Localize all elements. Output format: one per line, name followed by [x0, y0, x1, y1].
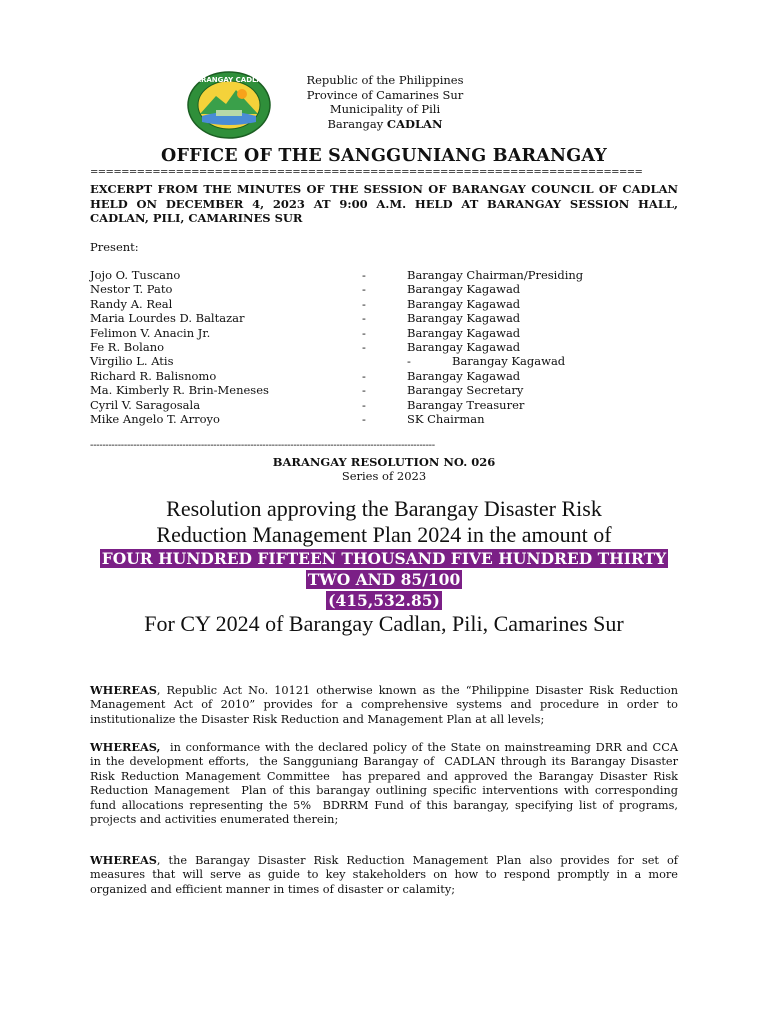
resolution-series: Series of 2023: [341, 469, 427, 483]
attendance-row: [90, 297, 650, 311]
member-dash: -: [362, 296, 366, 311]
attendance-row: [90, 282, 650, 296]
whereas-clause: [90, 683, 678, 727]
attendance-row: [90, 311, 650, 325]
resolution-title: [80, 496, 688, 637]
member-name: Virgilio L. Atis: [90, 354, 174, 369]
member-name: Jojo O. Tuscano: [90, 268, 181, 282]
member-position: Barangay Chairman/Presiding: [407, 268, 584, 282]
minutes-excerpt-heading: EXCERPT FROM THE MINUTES OF THE SESSION OF BARANGAY COUNCIL OF CADLAN HELD ON DECEMBER 4, 2023 AT 9:00 A.M. HELD AT BARANGAY SESSION HALL, CADLAN, PILI, CAMARINES SUR: [90, 182, 678, 225]
attendance-row: [90, 326, 650, 340]
member-position: Barangay Secretary: [407, 383, 524, 398]
member-dash: -: [362, 411, 366, 426]
member-name: Cyril V. Saragosala: [90, 397, 201, 412]
seal-text: BARANGAY CADLAN: [190, 76, 268, 84]
attendance-row: [90, 383, 650, 397]
member-dash: -: [362, 325, 366, 340]
member-dash: -: [362, 268, 366, 282]
member-dash: -: [362, 339, 366, 354]
member-dash: -: [362, 383, 366, 398]
letterhead-municipality: Municipality of Pili: [329, 102, 441, 116]
member-dash: -: [362, 282, 366, 297]
amount-in-words: FOUR HUNDRED FIFTEEN THOUSAND FIVE HUNDRED THIRTY TWO AND 85/100: [101, 549, 667, 589]
member-position: Barangay Treasurer: [407, 397, 525, 412]
amount-figure: (415,532.85): [328, 591, 440, 610]
member-dash: -: [362, 368, 366, 383]
whereas-text: , Republic Act No. 10121 otherwise known as the “Philippine Disaster Risk Reduction Management Act of 2010” provides for a comprehensive systems and procedure in order to institutionalize the Disaster Risk Reduction and Management Plan at all levels;: [90, 684, 678, 726]
member-dash: -: [362, 311, 366, 326]
member-name: Mike Angelo T. Arroyo: [90, 411, 220, 426]
member-position: Barangay Kagawad: [407, 325, 521, 340]
attendance-row: [90, 412, 650, 426]
whereas-label: WHEREAS: [90, 683, 157, 697]
member-name: Maria Lourdes D. Baltazar: [90, 311, 245, 326]
member-name: Richard R. Balisnomo: [90, 368, 217, 383]
member-name: Felimon V. Anacin Jr.: [90, 325, 211, 340]
barangay-seal-logo: [186, 70, 272, 140]
letterhead-province: Province of Camarines Sur: [306, 87, 464, 102]
dash-separator: ----------------------------------------------------------------------------------------------------------------: [90, 440, 435, 451]
member-dash: -: [407, 354, 411, 369]
amount-in-words-block: [80, 548, 688, 590]
whereas-clause: [90, 740, 686, 827]
attendance-row: [90, 268, 650, 282]
member-name: Fe R. Bolano: [90, 339, 165, 354]
member-position: SK Chairman: [407, 411, 485, 426]
member-position: Barangay Kagawad: [407, 311, 521, 326]
resolution-title-end: For CY 2024 of Barangay Cadlan, Pili, Camarines Sur: [144, 611, 624, 636]
whereas-text: in conformance with the declared policy of the State on mainstreaming DRR and CCA in the development efforts, the Sangguniang Barangay of CADLAN through its Barangay Disaster Risk Reduction Management Committee has prepared and approved the Barangay Disaster Risk Reduction Management Plan of this barangay outlining specific interventions with corresponding fund allocations representing the 5% BDRRM Fund of this barangay, specifying list of programs, projects and activities enumerated therein;: [90, 741, 686, 827]
attendance-row: [90, 398, 650, 412]
resolution-title-line: Reduction Management Plan 2024 in the amount of: [156, 522, 612, 547]
attendance-row: [90, 340, 650, 354]
whereas-label: WHEREAS: [90, 853, 157, 867]
member-name: Ma. Kimberly R. Brin-Meneses: [90, 383, 269, 398]
amount-figure-block: [80, 590, 688, 611]
attendance-row: [90, 354, 650, 368]
member-name: Randy A. Real: [90, 296, 173, 311]
barangay-prefix: Barangay: [327, 116, 387, 131]
whereas-text: , the Barangay Disaster Risk Reduction Management Plan also provides for set of measures that will serve as guide to key stakeholders on how to respond promptly in a more organized and efficient manner in times of disaster or calamity;: [90, 854, 678, 896]
member-position: Barangay Kagawad: [452, 354, 566, 369]
whereas-label: WHEREAS,: [90, 740, 161, 754]
whereas-clause: [90, 853, 678, 897]
barangay-name: CADLAN: [386, 116, 443, 131]
member-position: Barangay Kagawad: [407, 296, 521, 311]
attendance-row: [90, 369, 650, 383]
present-label: Present:: [90, 240, 139, 254]
office-title: OFFICE OF THE SANGGUNIANG BARANGAY: [161, 146, 607, 166]
letterhead: [290, 73, 480, 131]
member-position: Barangay Kagawad: [407, 339, 521, 354]
resolution-number: BARANGAY RESOLUTION NO. 026: [272, 455, 496, 469]
attendance-list: [90, 268, 650, 426]
member-position: Barangay Kagawad: [407, 282, 521, 297]
letterhead-republic: Republic of the Philippines: [306, 73, 464, 87]
resolution-title-line: Resolution approving the Barangay Disaster Risk: [166, 496, 602, 521]
member-dash: -: [362, 397, 366, 412]
equals-separator: =======================================================================: [90, 167, 643, 178]
member-position: Barangay Kagawad: [407, 368, 521, 383]
member-name: Nestor T. Pato: [90, 282, 173, 297]
letterhead-barangay: [290, 117, 480, 132]
